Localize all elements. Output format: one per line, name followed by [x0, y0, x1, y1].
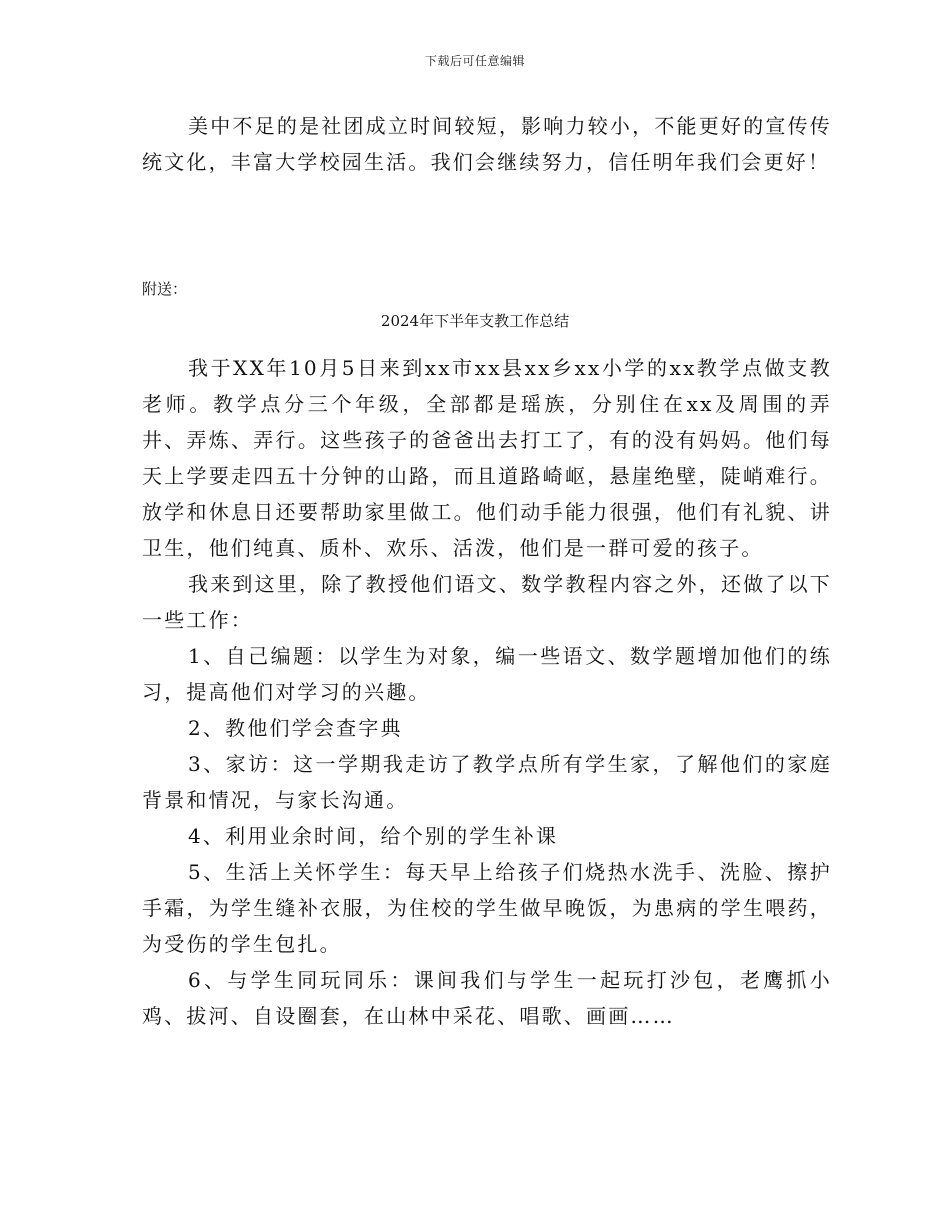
- list-item: 4、利用业余时间，给个别的学生补课: [188, 824, 559, 848]
- list-item: 2、教他们学会查字典: [188, 716, 403, 740]
- article-body: [142, 350, 832, 1034]
- list-item: 5、生活上关怀学生：每天早上给孩子们烧热水洗手、洗脸、擦护手霜，为学生缝补衣服，为住校的学生做早晚饭，为患病的学生喂药，为受伤的学生包扎。: [142, 860, 832, 956]
- list-item: 3、家访：这一学期我走访了教学点所有学生家，了解他们的家庭背景和情况，与家长沟通。: [142, 752, 832, 812]
- article-title: 2024年下半年支教工作总结: [380, 312, 570, 330]
- list-item: 6、与学生同玩同乐：课间我们与学生一起玩打沙包，老鹰抓小鸡、拔河、自设圈套，在山林中采花、唱歌、画画……: [142, 968, 832, 1028]
- previous-paragraph: 美中不足的是社团成立时间较短，影响力较小，不能更好的宣传传统文化，丰富大学校园生活。我们会继续努力，信任明年我们会更好！: [142, 114, 832, 174]
- list-item: 1、自己编题：以学生为对象，编一些语文、数学题增加他们的练习，提高他们对学习的兴趣。: [142, 644, 832, 704]
- attachment-label: 附送：: [142, 280, 188, 298]
- article-paragraph: 我于XX年10月5日来到xx市xx县xx乡xx小学的xx教学点做支教老师。教学点分三个年级，全部都是瑶族，分别住在xx及周围的弄井、弄炼、弄行。这些孩子的爸爸出去打工了，有的没有妈妈。他们每天上学要走四五十分钟的山路，而且道路崎岖，悬崖绝壁，陡峭难行。放学和休息日还要帮助家里做工。他们动手能力很强，他们有礼貌、讲卫生，他们纯真、质朴、欢乐、活泼，他们是一群可爱的孩子。: [142, 356, 832, 560]
- previous-section: [142, 108, 832, 180]
- article-paragraph: 我来到这里，除了教授他们语文、数学教程内容之外，还做了以下一些工作：: [142, 572, 832, 632]
- page-header: 下载后可任意编辑: [424, 54, 525, 68]
